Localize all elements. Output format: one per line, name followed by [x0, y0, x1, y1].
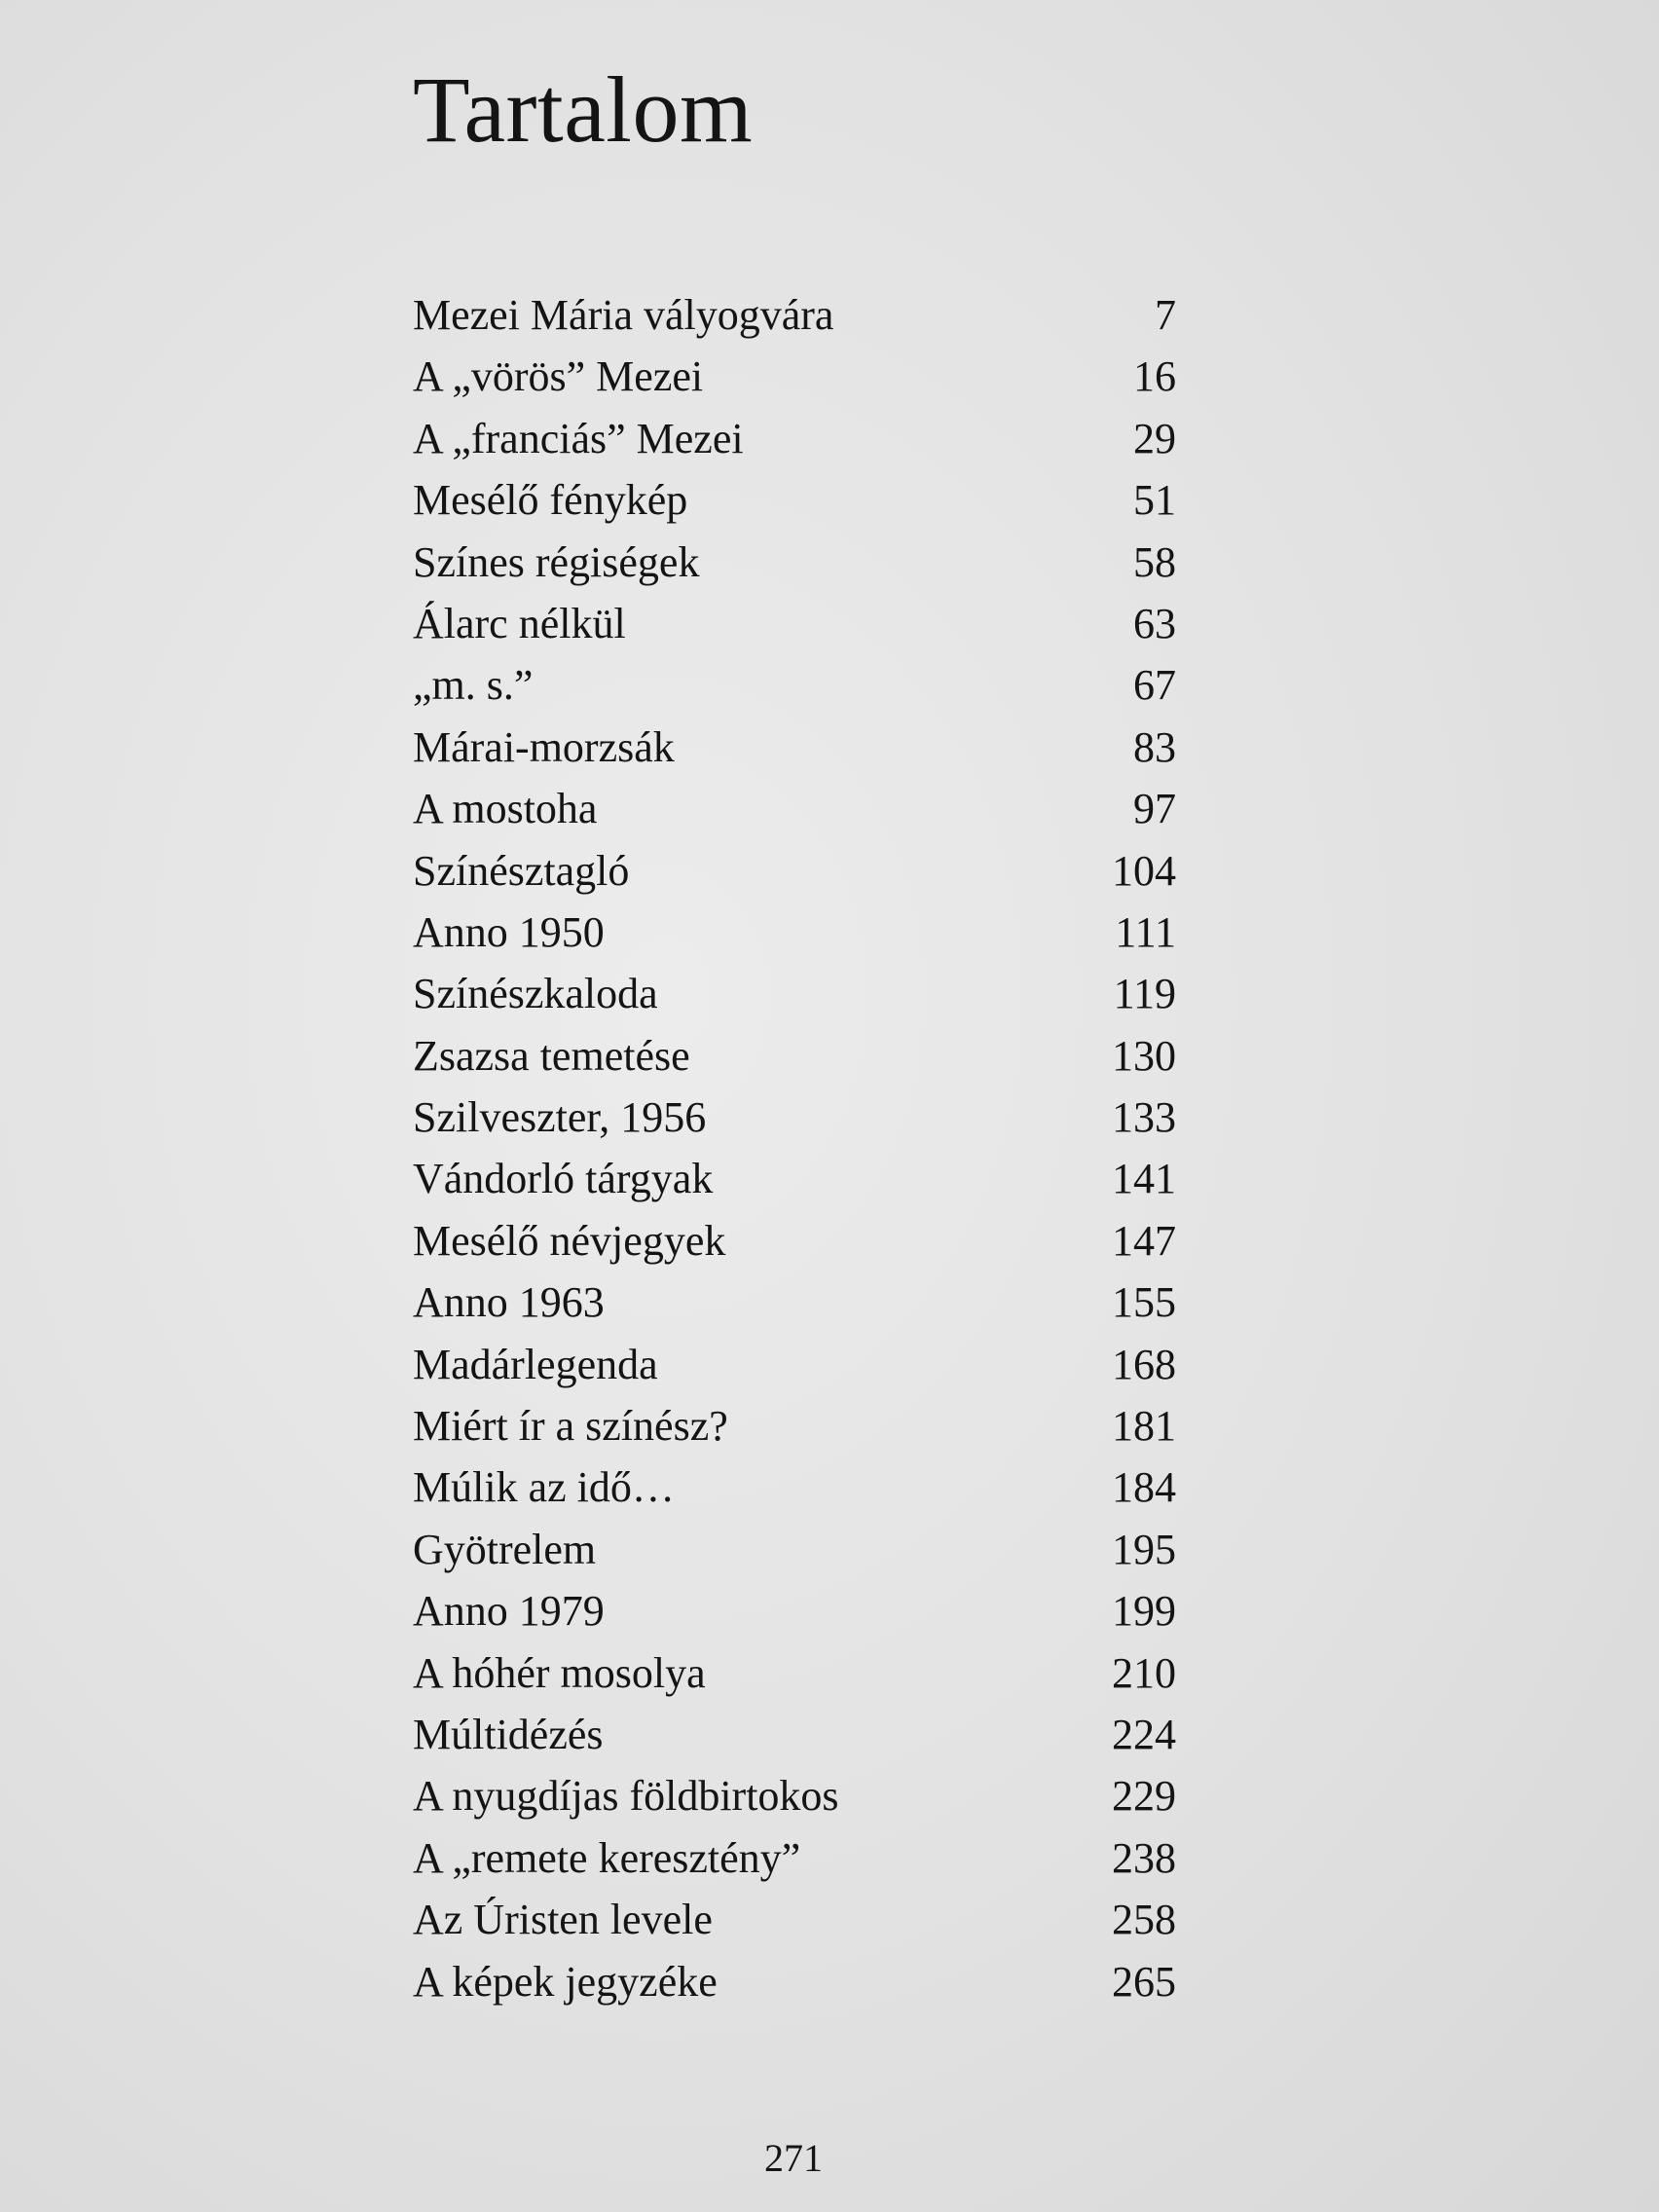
toc-entry-title: Márai-morzsák [413, 722, 675, 771]
toc-entry [413, 1580, 1176, 1641]
toc-entry [413, 1087, 1176, 1148]
toc-entry-page-number: 83 [1133, 722, 1176, 771]
toc-entry [413, 532, 1176, 593]
toc-entry-page-number: 168 [1112, 1340, 1176, 1388]
toc-entry [413, 284, 1176, 346]
page-title: Tartalom [413, 57, 754, 162]
toc-entry [413, 1827, 1176, 1889]
toc-entry-page-number: 155 [1112, 1278, 1176, 1327]
toc-entry-title: A nyugdíjas földbirtokos [413, 1772, 839, 1821]
toc-entry-title: A mostoha [413, 785, 598, 833]
toc-entry [413, 717, 1176, 778]
toc-entry [413, 469, 1176, 531]
toc-entry-title: Mezei Mária vályogvára [413, 291, 834, 339]
toc-entry-title: Színésztagló [413, 846, 630, 895]
toc-entry-page-number: 67 [1133, 661, 1176, 710]
toc-entry [413, 963, 1176, 1024]
toc-entry-page-number: 141 [1112, 1155, 1176, 1203]
toc-entry-page-number: 16 [1133, 352, 1176, 401]
toc-entry [413, 1642, 1176, 1704]
page-number: 271 [764, 2136, 823, 2180]
toc-entry-title: A „vörös” Mezei [413, 352, 704, 401]
toc-entry-title: Anno 1963 [413, 1278, 605, 1327]
toc-entry [413, 840, 1176, 902]
toc-entry [413, 1889, 1176, 1950]
toc-entry-page-number: 97 [1133, 785, 1176, 833]
toc-entry [413, 1951, 1176, 2012]
toc-entry-title: A „franciás” Mezei [413, 414, 744, 462]
toc-entry [413, 1395, 1176, 1456]
toc-entry-page-number: 51 [1133, 476, 1176, 525]
toc-entry [413, 1210, 1176, 1272]
toc-entry-title: Anno 1979 [413, 1587, 605, 1636]
toc-entry-page-number: 195 [1112, 1525, 1176, 1573]
toc-entry [413, 1704, 1176, 1765]
toc-entry-page-number: 63 [1133, 599, 1176, 647]
toc-entry [413, 1765, 1176, 1826]
toc-entry-title: Álarc nélkül [413, 599, 626, 647]
toc-entry-title: Az Úristen levele [413, 1896, 713, 1944]
toc-entry-page-number: 104 [1112, 846, 1176, 895]
toc-entry [413, 1456, 1176, 1518]
toc-entry-title: „m. s.” [413, 661, 534, 710]
toc-entry-title: Szilveszter, 1956 [413, 1093, 707, 1142]
toc-entry-title: Anno 1950 [413, 907, 605, 956]
toc-entry [413, 902, 1176, 963]
toc-entry-title: Zsazsa temetése [413, 1031, 690, 1080]
toc-entry-title: Múltidézés [413, 1710, 604, 1758]
toc-entry [413, 654, 1176, 716]
toc-entry-title: Színészkaloda [413, 970, 658, 1018]
toc-entry-page-number: 181 [1112, 1402, 1176, 1451]
toc-entry-page-number: 133 [1112, 1093, 1176, 1142]
toc-entry-page-number: 265 [1112, 1957, 1176, 2006]
toc-entry [413, 1272, 1176, 1333]
toc-entry-title: Színes régiségek [413, 537, 700, 586]
toc-entry [413, 593, 1176, 654]
toc-entry-title: A képek jegyzéke [413, 1957, 718, 2006]
toc-entry-title: Múlik az idő… [413, 1463, 675, 1512]
toc-entry [413, 778, 1176, 839]
toc-entry-page-number: 258 [1112, 1896, 1176, 1944]
toc-entry-title: Mesélő névjegyek [413, 1216, 726, 1265]
toc-entry-page-number: 210 [1112, 1648, 1176, 1697]
toc-entry-page-number: 238 [1112, 1833, 1176, 1882]
toc-entry-page-number: 29 [1133, 414, 1176, 462]
toc-entry-page-number: 199 [1112, 1587, 1176, 1636]
toc-entry [413, 408, 1176, 469]
toc-entry-page-number: 224 [1112, 1710, 1176, 1758]
toc-entry-page-number: 7 [1155, 291, 1176, 339]
toc-entry-page-number: 147 [1112, 1216, 1176, 1265]
toc-entry-title: Miért ír a színész? [413, 1402, 728, 1451]
toc-entry [413, 346, 1176, 407]
toc-entry-page-number: 130 [1112, 1031, 1176, 1080]
table-of-contents [413, 284, 1176, 2012]
toc-entry-page-number: 184 [1112, 1463, 1176, 1512]
toc-entry-title: Madárlegenda [413, 1340, 658, 1388]
toc-entry-page-number: 111 [1115, 907, 1176, 956]
toc-entry-title: A hóhér mosolya [413, 1648, 706, 1697]
toc-entry [413, 1334, 1176, 1395]
toc-entry-title: Vándorló tárgyak [413, 1155, 714, 1203]
toc-entry-title: A „remete keresztény” [413, 1833, 801, 1882]
toc-entry [413, 1148, 1176, 1209]
toc-entry-title: Mesélő fénykép [413, 476, 688, 525]
toc-entry [413, 1519, 1176, 1580]
toc-entry-page-number: 58 [1133, 537, 1176, 586]
toc-entry-page-number: 229 [1112, 1772, 1176, 1821]
toc-entry-title: Gyötrelem [413, 1525, 597, 1573]
toc-entry-page-number: 119 [1113, 970, 1176, 1018]
toc-entry [413, 1025, 1176, 1087]
